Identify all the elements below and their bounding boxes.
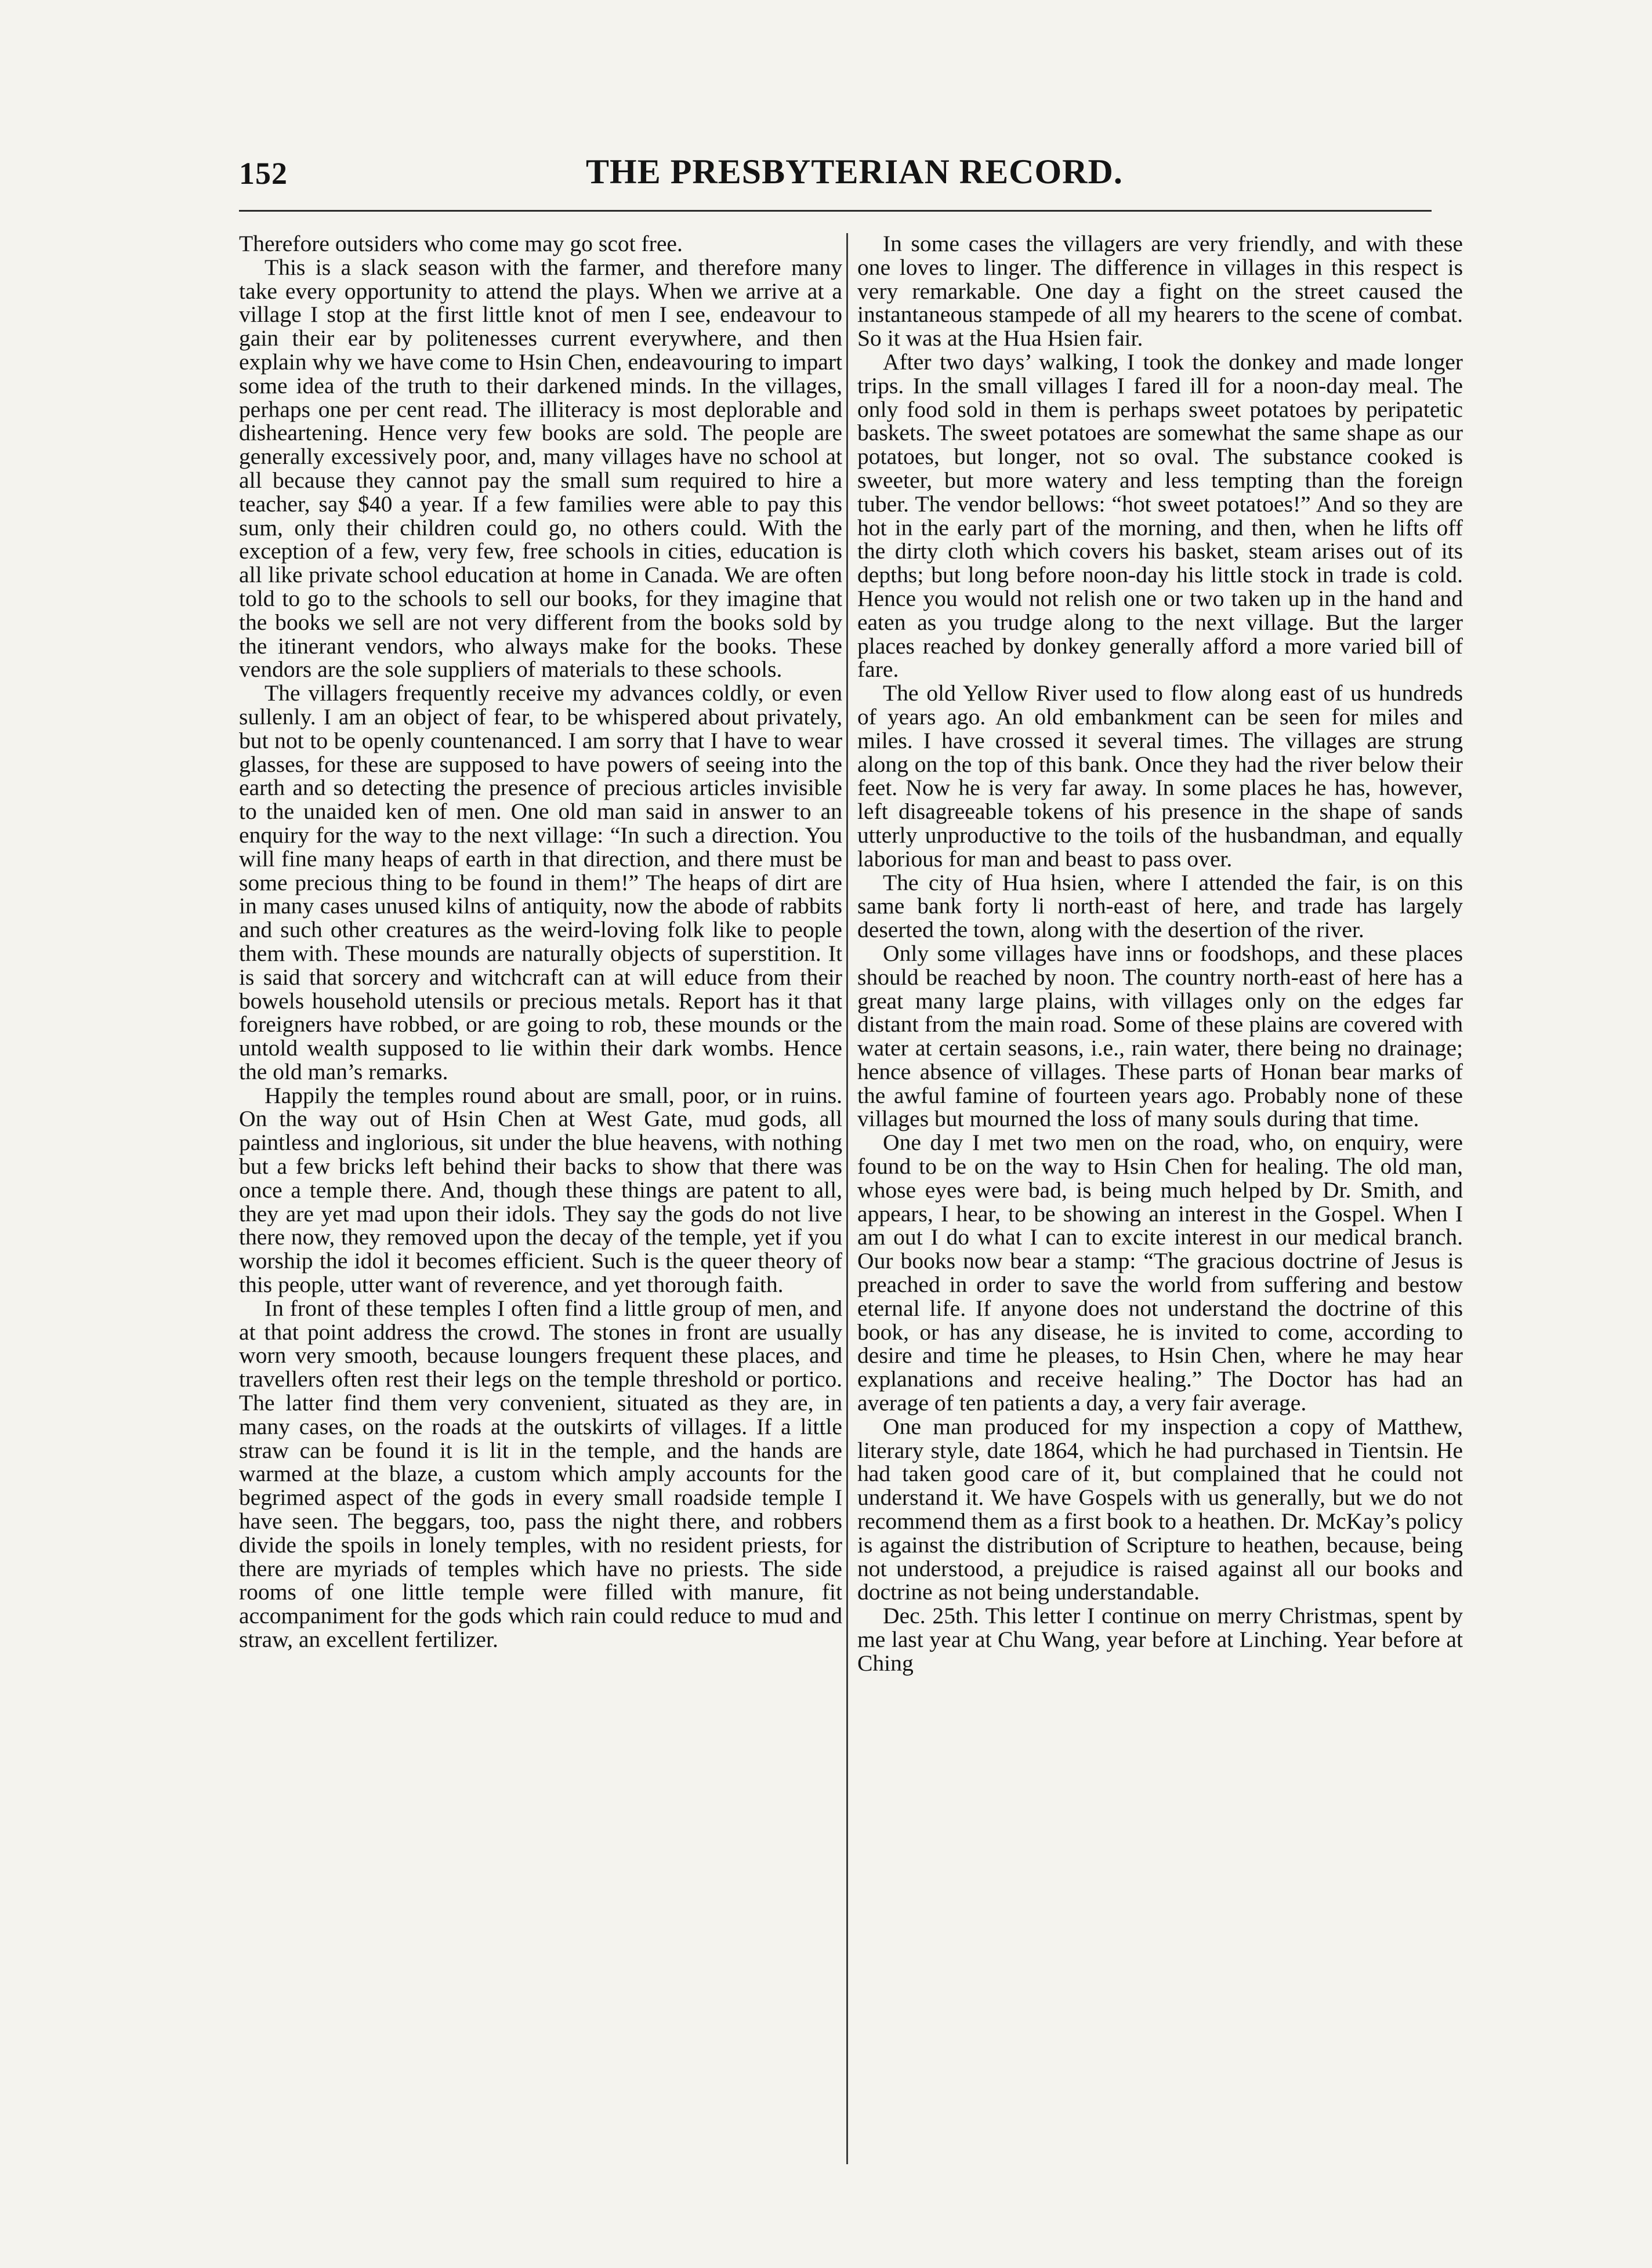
paragraph: In some cases the villagers are very friendly, and with these one loves to linger. The difference in villages in this respect is very remarkable. One day a fight on the street caused the instantaneous stampede of all my hearers to the scene of combat. So it was at the Hua Hsien fair. [857,232,1463,351]
running-title: THE PRESBYTERIAN RECORD. [586,153,1123,191]
paragraph: Dec. 25th. This letter I continue on merry Christmas, spent by me last year at Chu Wang, year before at Linching. Year before at Ching [857,1603,1463,1676]
left-column [239,232,842,2180]
header-rule [239,210,1432,212]
paragraph: The villagers frequently receive my advances coldly, or even sullenly. I am an object of fear, to be whispered about privately, but not to be openly countenanced. I am sorry that I have to wear glasses, for these are supposed to have powers of seeing into the earth and so detecting the presence of precious articles invisible to the unaided ken of men. One old man said in answer to an enquiry for the way to the next village: “In such a direction. You will fine many heaps of earth in that direction, and there must be some precious thing to be found in them!” The heaps of dirt are in many cases unused kilns of antiquity, now the abode of rabbits and such other creatures as the weird-loving folk like to people them with. These mounds are naturally objects of superstition. It is said that sorcery and witchcraft can at will educe from their bowels household utensils or precious metals. Report has it that foreigners have robbed, or are going to rob, these mounds or the untold wealth supposed to lie within their dark wombs. Hence the old man’s remarks. [239,680,842,1084]
paragraph: Happily the temples round about are small, poor, or in ruins. On the way out of Hsin Chen at West Gate, mud gods, all paintless and inglorious, sit under the blue heavens, with nothing but a few bricks left behind their backs to show that there was once a temple there. And, though these things are patent to all, they are yet mad upon their idols. They say the gods do not live there now, they removed upon the decay of the temple, yet if you worship the idol it becomes efficient. Such is the queer theory of this people, utter want of reverence, and yet thorough faith. [239,1082,842,1298]
paragraph: One day I met two men on the road, who, on enquiry, were found to be on the way to Hsin Chen for healing. The old man, whose eyes were bad, is being much helped by Dr. Smith, and appears, I hear, to be showing an interest in the Gospel. When I am out I do what I can to excite interest in our medical branch. Our books now bear a stamp: “The gracious doctrine of Jesus is preached in order to save the world from suffering and bestow eternal life. If anyone does not understand the doctrine of this book, or has any disease, he is invited to come, according to desire and time he pleases, to Hsin Chen, where he may hear explanations and receive healing.” The Doctor has had an average of ten patients a day, a very fair average. [857,1130,1463,1416]
paragraph: After two days’ walking, I took the donkey and made longer trips. In the small villages I fared ill for a noon-day meal. The only food sold in them is perhaps sweet potatoes by peripatetic baskets. The sweet potatoes are somewhat the same shape as our potatoes, but longer, not so oval. The substance cooked is sweeter, but more watery and less tempting than the foreign tuber. The vendor bellows: “hot sweet potatoes!” And so they are hot in the early part of the morning, and then, when he lifts off the dirty cloth which covers his basket, steam arises out of its depths; but long before noon-day his little stock in trade is cold. Hence you would not relish one or two taken up in the hand and eaten as you trudge along to the next village. But the larger places reached by donkey generally afford a more varied bill of fare. [857,349,1463,683]
right-column [857,232,1463,2180]
paragraph: Therefore outsiders who come may go scot free. [239,232,683,256]
paragraph: This is a slack season with the farmer, and therefore many take every opportunity to attend the plays. When we arrive at a village I stop at the first little knot of men I see, endeavour to gain their ear by politenesses current everywhere, and then explain why we have come to Hsin Chen, endeavouring to impart some idea of the truth to their darkened minds. In the villages, perhaps one per cent read. The illiteracy is most deplorable and disheartening. Hence very few books are sold. The people are generally excessively poor, and, many villages have no school at all because they cannot pay the small sum required to hire a teacher, say $40 a year. If a few families were able to pay this sum, only their children could go, no others could. With the exception of a few, very few, free schools in cities, education is all like private school education at home in Canada. We are often told to go to the schools to sell our books, for they imagine that the books we sell are not very different from the books sold by the itinerant vendors, who always make for the books. These vendors are the sole suppliers of materials to these schools. [239,254,842,683]
column-divider [846,233,848,2164]
paragraph: The old Yellow River used to flow along east of us hundreds of years ago. An old embankment can be seen for miles and miles. I have crossed it several times. The villages are strung along on the top of this bank. Once they had the river below their feet. Now he is very far away. In some places he has, however, left disagreeable tokens of his presence in the shape of sands utterly unproductive to the toils of the husbandman, and equally laborious for man and beast to pass over. [857,680,1463,872]
paragraph: In front of these temples I often find a little group of men, and at that point address the crowd. The stones in front are usually worn very smooth, because loungers frequent these places, and travellers often rest their legs on the temple threshold or portico. The latter find them very convenient, situated as they are, in many cases, on the roads at the outskirts of villages. If a little straw can be found it is lit in the temple, and the hands are warmed at the blaze, a custom which amply accounts for the begrimed aspect of the gods in every small roadside temple I have seen. The beggars, too, pass the night there, and robbers divide the spoils in lonely temples, with no resident priests, for there are myriads of temples which have no priests. The side rooms of one little temple were filled with manure, fit accompaniment for the gods which rain could reduce to mud and straw, an excellent fertilizer. [239,1295,842,1653]
paragraph: The city of Hua hsien, where I attended the fair, is on this same bank forty li north-east of here, and trade has largely deserted the town, along with the desertion of the river. [857,869,1463,943]
paragraph: Only some villages have inns or foodshops, and these places should be reached by noon. The country north-east of here has a great many large plains, with villages only on the edges far distant from the main road. Some of these plains are covered with water at certain seasons, i.e., rain water, there being no drainage; hence absence of villages. These parts of Honan bear marks of the awful famine of fourteen years ago. Probably none of these villages but mourned the loss of many souls during that time. [857,940,1463,1132]
page-number: 152 [239,156,288,191]
paragraph: One man produced for my inspection a copy of Matthew, literary style, date 1864, which he had purchased in Tientsin. He had taken good care of it, but complained that he could not understand it. We have Gospels with us generally, but we do not recommend them as a first book to a heathen. Dr. McKay’s policy is against the distribution of Scripture to heathen, because, being not understood, a prejudice is raised against all our books and doctrine as not being understandable. [857,1413,1463,1605]
